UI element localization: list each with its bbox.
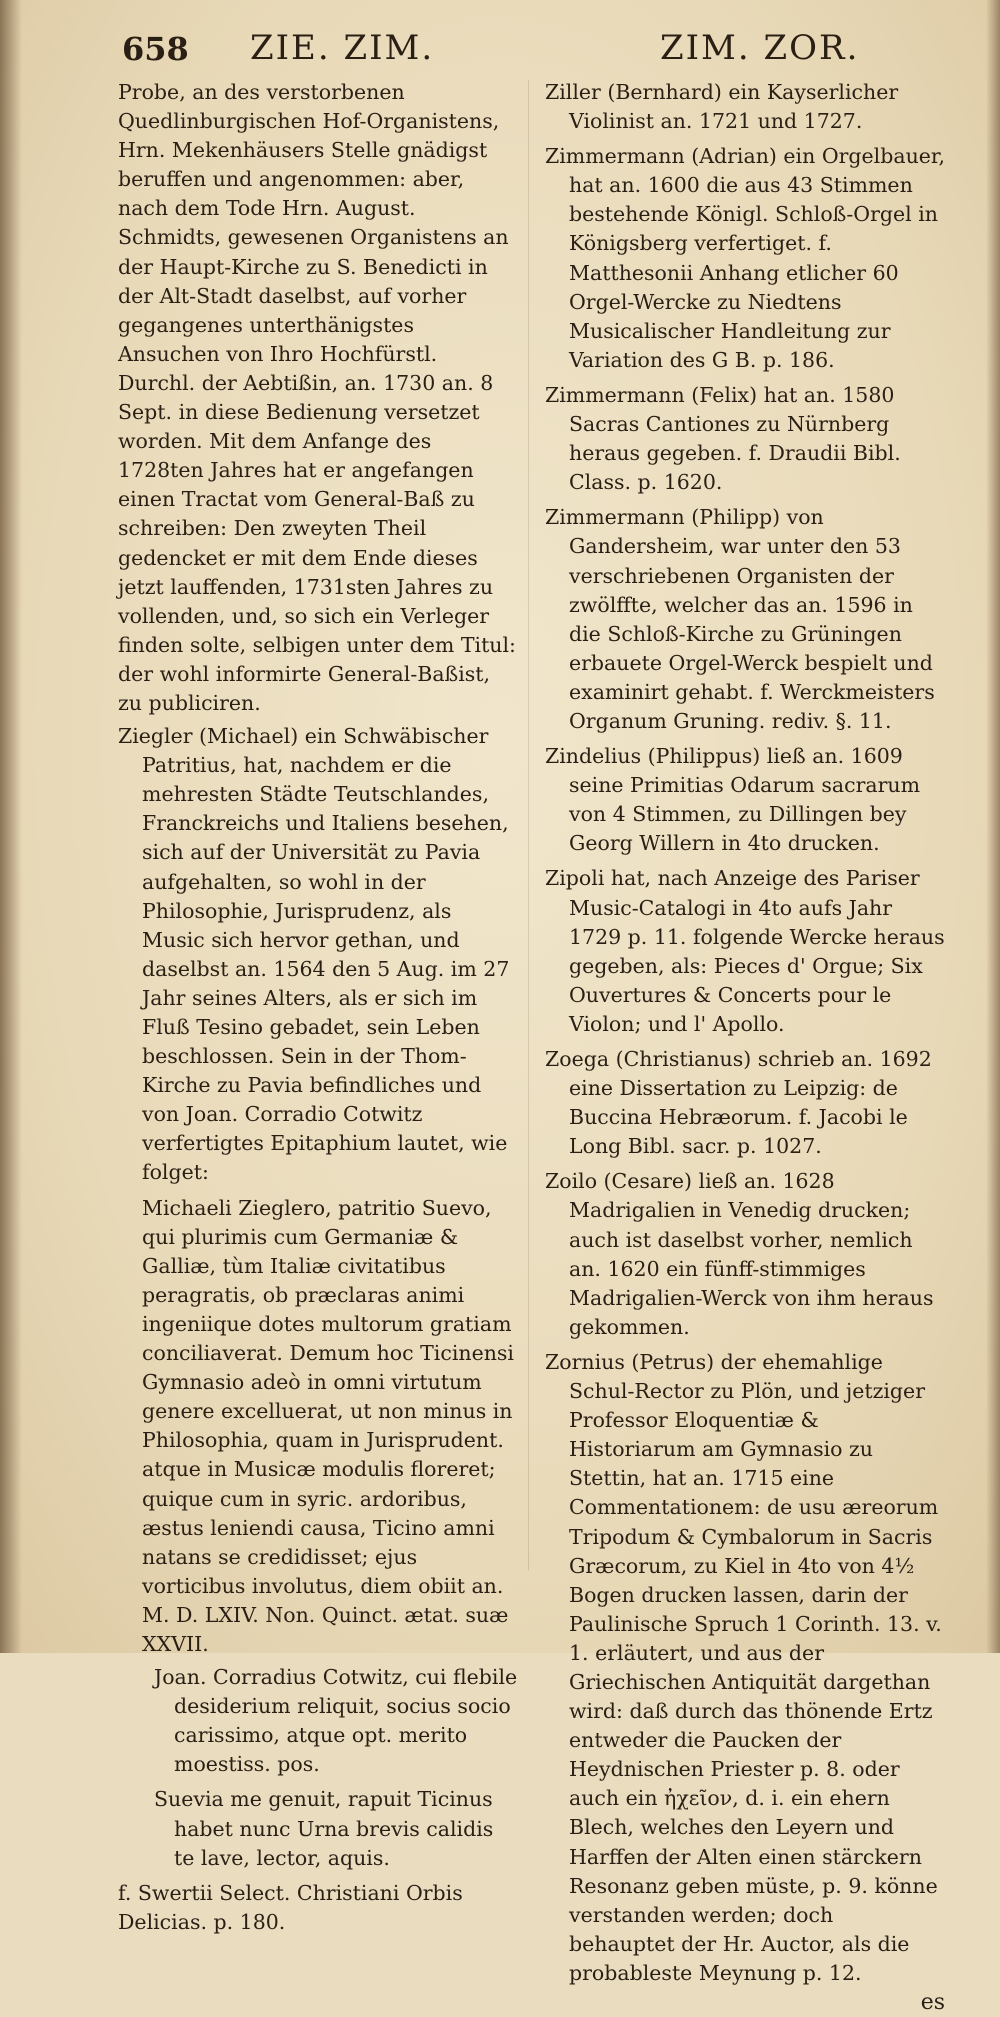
epitaph-text: Michaeli Zieglero, patritio Suevo, qui plurimis cum Germaniæ & Galliæ, tùm Italiæ civitatibus peragratis, ob præclaras animi ingeniique dotes multorum gratiam conciliaverat. Demum hoc Ticinensi Gymnasio adeò in omni virtutum genere excelluerat, ut non minus in Philosophia, quam in Jurisprudent. atque in Musicæ modulis floreret; quique cum in syric. ardoribus, æstus leniendi causa, Ticino amni natans se credidisset; ejus vorticibus involutus, diem obiit an. M. D. LXIV. Non. Quinct. ætat. suæ XXVII. — [142, 1195, 514, 1656]
binding-shadow — [0, 0, 22, 1653]
catchword: es — [920, 1990, 945, 2015]
entry-zornius: Zornius (Petrus) der ehemahlige Schul-Rector zu Plön, und jetziger Professor Eloquentiæ & Historiarum am Gymnasio zu Stettin, hat an. 1715 eine Commentationem: de usu æreorum Tripodum & Cymbalorum in Sacris Græcorum, zu Kiel in 4to von 4½ Bogen drucken lassen, darin der Paulinische Spruch 1 Corinth. 13. v. 1. erläutert, und aus der Griechischen Antiquität dargethan wird: daß durch das thönende Ertz entweder die Paucken der Heydnischen Priester p. 8. oder auch ein ἠχεῖον, d. i. ein ehern Blech, welches den Leyern und Harffen der Alten einen stärckern Resonanz geben müste, p. 9. könne verstanden werden; doch behauptet der Hr. Auctor, als die probableste Meynung p. 12. — [545, 1349, 942, 1985]
edge-shadow — [986, 0, 1000, 1653]
entry-ziegler: Ziegler (Michael) ein Schwäbischer Patritius, hat, nachdem er die mehresten Städte Teutschlandes, Franckreichs und Italiens besehen, sich auf der Universität zu Pavia aufgehalten, so wohl in der Philosophie, Jurisprudenz, als Music sich hervor gethan, und daselbst an. 1564 den 5 Aug. im 27 Jahr seines Alters, als er sich im Fluß Tesino gebadet, sein Leben beschlossen. Sein in der Thom-Kirche zu Pavia befindliches und von Joan. Corradio Cotwitz verfertigtes Epitaphium lautet, wie folget: — [118, 724, 510, 1185]
epitaph-verse: Suevia me genuit, rapuit Ticinus habet nunc Urna brevis calidis te lave, lector, aquis. — [154, 1787, 494, 1870]
running-head-right: ZIM. ZOR. — [660, 28, 860, 68]
entry-continuation: Probe, an des verstorbenen Quedlinburgischen Hof-Organistens, Hrn. Mekenhäusers Stelle gnädigst beruffen und angenommen: aber, nach dem Tode Hrn. August. Schmidts, gewesenen Organistens an der Haupt-Kirche zu S. Benedicti in der Alt-Stadt daselbst, auf vorher gegangenes unterthänigstes Ansuchen von Ihro Hochfürstl. Durchl. der Aebtißin, an. 1730 an. 8 Sept. in diese Bedienung versetzet worden. Mit dem Anfange des 1728ten Jahres hat er angefangen einen Tractat vom General-Baß zu schreiben: Den zweyten Theil gedencket er mit dem Ende dieses jetzt lauffenden, 1731sten Jahres zu vollenden, und, so sich ein Verleger finden solte, selbigen unter dem Titul: der wohl informirte General-Baßist, zu publiciren. — [118, 80, 516, 715]
source-reference: f. Swertii Select. Christiani Orbis Delicias. p. 180. — [118, 1880, 463, 1934]
entry-zimmermann-philipp: Zimmermann (Philipp) von Gandersheim, war unter den 53 verschriebenen Organisten der zwölffte, welcher das an. 1596 in die Schloß-Kirche zu Grüningen erbauete Orgel-Werck bespielt und examinirt gehabt. f. Werckmeisters Organum Gruning. rediv. §. 11. — [545, 505, 935, 733]
entry-zimmermann-felix: Zimmermann (Felix) hat an. 1580 Sacras Cantiones zu Nürnberg heraus gegeben. f. Draudii Bibl. Class. p. 1620. — [545, 382, 901, 495]
column-gutter — [528, 80, 529, 1570]
entry-zipoli: Zipoli hat, nach Anzeige des Pariser Music-Catalogi in 4to aufs Jahr 1729 p. 11. folgende Wercke heraus gegeben, als: Pieces d' Orgue; Six Ouvertures & Concerts pour le Violon; und l' Apollo. — [545, 866, 945, 1036]
epitaph-dedication: Joan. Corradius Cotwitz, cui flebile desiderium reliquit, socius socio carissimo, atque opt. merito moestiss. pos. — [154, 1665, 518, 1777]
entry-zindelius: Zindelius (Philippus) ließ an. 1609 seine Primitias Odarum sacrarum von 4 Stimmen, zu Dillingen bey Georg Willern in 4to drucken. — [545, 744, 921, 856]
entry-ziller: Ziller (Bernhard) ein Kayserlicher Violinist an. 1721 und 1727. — [545, 80, 899, 134]
running-head-left: ZIE. ZIM. — [250, 28, 435, 68]
left-column — [118, 78, 518, 1937]
right-column — [545, 78, 945, 2017]
entry-zimmermann-adrian: Zimmermann (Adrian) ein Orgelbauer, hat an. 1600 die aus 43 Stimmen bestehende Königl. Schloß-Orgel in Königsberg verfertiget. f. Matthesonii Anhang etlicher 60 Orgel-Wercke zu Niedtens Musicalischer Handleitung zur Variation des G B. p. 186. — [545, 144, 945, 372]
entry-zoega: Zoega (Christianus) schrieb an. 1692 eine Dissertation zu Leipzig: de Buccina Hebræorum. f. Jacobi le Long Bibl. sacr. p. 1027. — [545, 1047, 932, 1159]
entry-zoilo: Zoilo (Cesare) ließ an. 1628 Madrigalien in Venedig drucken; auch ist daselbst vorher, nemlich an. 1620 ein fünff-stimmiges Madrigalien-Werck von ihm heraus gekommen. — [545, 1169, 934, 1339]
page-number: 658 — [122, 30, 189, 68]
